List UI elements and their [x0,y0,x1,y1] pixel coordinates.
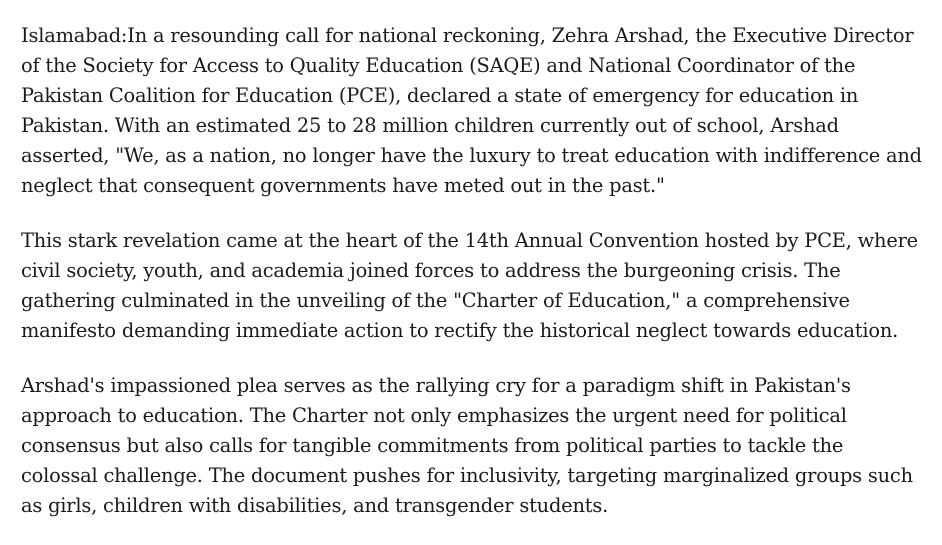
article-paragraph-3: Arshad's impassioned plea serves as the rallying cry for a paradigm shift in Pakistan's approach to education. The Charter not only emphasizes the urgent need for political consensus but also calls for tangible commitments from political parties to tackle the colossal challenge. The document pushes for inclusivity, targeting marginalized groups such as girls, children with disabilities, and transgender students. [21,374,913,517]
article-paragraph-2: This stark revelation came at the heart of the 14th Annual Convention hosted by PCE, where civil society, youth, and academia joined forces to address the burgeoning crisis. The gathering culminated in the unveiling of the "Charter of Education," a comprehensive manifesto demanding immediate action to rectify the historical neglect towards education. [21,229,918,342]
article-paragraph-1: Islamabad:In a resounding call for national reckoning, Zehra Arshad, the Executive Director of the Society for Access to Quality Education (SAQE) and National Coordinator of the Pakistan Coalition for Education (PCE), declared a state of emergency for education in Pakistan. With an estimated 25 to 28 million children currently out of school, Arshad asserted, "We, as a nation, no longer have the luxury to treat education with indifference and neglect that consequent governments have meted out in the past." [21,24,922,197]
